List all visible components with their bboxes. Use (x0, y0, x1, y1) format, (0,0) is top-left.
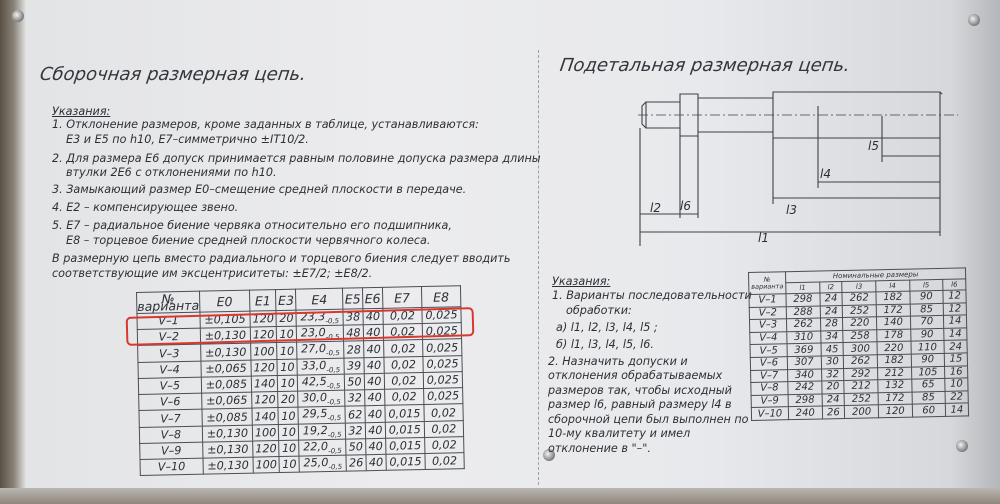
table-cell: 0,025 (423, 388, 462, 405)
table-cell: 0,02 (424, 437, 463, 454)
table-cell: ±0,130 (202, 425, 252, 442)
table-cell: 32 (345, 390, 365, 407)
divider-line (538, 50, 539, 485)
table-cell: 100 (251, 343, 278, 360)
table-cell: $33,0_{-0,5}$ (297, 358, 344, 375)
table-cell: 369 (787, 343, 821, 356)
table-cell: 0,02 (425, 453, 464, 470)
dim-label: l5 (868, 139, 879, 153)
table-cell: ±0,130 (203, 457, 253, 474)
table-cell: 85 (910, 303, 944, 316)
table-cell: 40 (366, 454, 386, 471)
dim-label: l3 (786, 203, 797, 217)
table-cell: 0,025 (423, 355, 462, 372)
tolerance-note: -0,5 (328, 446, 342, 456)
table-cell: ±0,105 (200, 311, 250, 328)
table-cell: 14 (945, 403, 968, 416)
table-cell: 10 (279, 456, 299, 473)
row-label: V–2 (749, 306, 786, 319)
table-cell: 212 (878, 367, 912, 380)
table-cell: 12 (943, 290, 966, 303)
table-cell: 132 (878, 379, 912, 392)
tolerance-note: -0,5 (325, 333, 340, 342)
right-table (748, 267, 969, 420)
table-cell: 300 (843, 342, 877, 355)
table-cell: 0,02 (383, 308, 422, 325)
note-line: размеров так, чтобы исходный (548, 384, 732, 397)
table-cell: 26 (822, 406, 845, 419)
row-label: V–8 (139, 426, 202, 444)
table-cell: 0,015 (385, 437, 424, 454)
column-header: E3 (276, 289, 296, 310)
table-cell: 140 (252, 408, 279, 425)
table-cell: 288 (786, 306, 820, 319)
row-label: V–3 (749, 319, 786, 332)
row-label: V–3 (138, 345, 201, 363)
table-cell: 10 (945, 378, 968, 391)
note-line: сборочной цепи был выполнен по (548, 413, 749, 426)
tolerance-note: -0,5 (326, 365, 341, 374)
table-cell: 0,02 (424, 420, 463, 437)
note-line: 3. Замыкающий размер E0–смещение средней плоскости в передаче. (52, 183, 467, 196)
table-cell: 200 (845, 405, 879, 418)
table-cell: 172 (876, 304, 910, 317)
note-line: 4. E2 – компенсирующее звено. (52, 201, 239, 214)
table-cell: $30,0_{-0,5}$ (298, 390, 345, 407)
tolerance-note: -0,5 (326, 381, 341, 391)
table-cell: 110 (911, 341, 945, 354)
table-cell: 182 (876, 291, 910, 304)
table-cell: 0,025 (422, 339, 461, 356)
table-cell: 30 (821, 355, 844, 368)
table-cell: 10 (278, 375, 298, 392)
table-cell: 65 (911, 379, 945, 392)
table-cell: 24 (944, 340, 967, 353)
table-cell: 310 (787, 331, 821, 344)
table-cell: 0,015 (385, 421, 424, 438)
note-line: 2. Для размера E6 допуск принимается равным половине допуска размера длины (52, 152, 541, 165)
table-cell: 172 (878, 392, 912, 405)
table-cell: 90 (910, 328, 944, 341)
note-line: отклонение в "–". (548, 442, 651, 455)
table-cell: 220 (843, 317, 877, 330)
table-cell: 0,02 (383, 324, 422, 341)
table-cell: 0,015 (386, 454, 425, 471)
column-header: E8 (421, 286, 461, 308)
note-line: размер l6, равный размеру l4 в (548, 398, 732, 411)
table-cell: 14 (944, 315, 967, 328)
row-label: V–4 (750, 331, 787, 344)
column-header: № варианта (137, 291, 200, 314)
tolerance-note: -0,5 (326, 349, 340, 358)
column-header: E4 (296, 288, 343, 310)
table-cell: $19,2_{-0,5}$ (299, 423, 346, 440)
column-header: l5 (909, 279, 943, 291)
left-notes-heading: Указания: (52, 105, 111, 118)
table-cell: 16 (945, 365, 968, 378)
note-line: обработки: (566, 304, 632, 317)
table-cell: 40 (363, 325, 383, 342)
table-cell: 22 (945, 391, 968, 404)
table-cell: 40 (363, 308, 383, 325)
table-cell: 10 (279, 440, 299, 457)
table-cell: 0,025 (422, 307, 461, 324)
table-cell: 262 (844, 355, 878, 368)
table-cell: 340 (788, 369, 822, 382)
table-cell: 140 (251, 375, 278, 392)
table-cell: 262 (842, 292, 876, 305)
table-cell: 45 (821, 343, 844, 356)
column-header: E6 (362, 287, 382, 308)
table-cell: 48 (343, 325, 363, 342)
table-cell: ±0,065 (201, 392, 251, 409)
table-cell: 105 (911, 366, 945, 379)
table-cell: ±0,065 (201, 360, 251, 377)
table-cell: $22,0_{-0,5}$ (299, 439, 346, 456)
table-cell: 90 (909, 290, 943, 303)
dim-label: l6 (680, 199, 691, 213)
table-cell: 0,02 (384, 356, 423, 373)
screw-icon (968, 14, 980, 26)
right-notes-heading: Указания: (552, 275, 611, 288)
table-cell: 0,02 (424, 404, 463, 421)
table-cell: 220 (877, 341, 911, 354)
table-cell: 62 (345, 406, 365, 423)
dim-label: l4 (820, 167, 831, 181)
table-cell: 32 (345, 422, 365, 439)
table-cell: 20 (278, 391, 298, 408)
note-line: E3 и E5 по h10, E7–симметрично ±IT10/2. (66, 133, 309, 146)
row-label: V–1 (749, 294, 786, 307)
table-cell: 28 (820, 318, 843, 331)
table-cell: 40 (364, 341, 384, 358)
note-line: соответствующие им эксцентриситеты: ±E7/2; ±E8/2. (52, 267, 373, 280)
table-cell: 0,015 (385, 405, 424, 422)
column-header: № варианта (749, 272, 786, 295)
row-label: V–5 (138, 377, 201, 395)
table-cell: 0,02 (384, 389, 423, 406)
table-cell: 40 (365, 406, 385, 423)
table-cell: $25,0_{-0,5}$ (299, 455, 346, 472)
table-cell: 178 (877, 329, 911, 342)
table-cell: 262 (786, 318, 820, 331)
table-cell: 10 (278, 408, 298, 425)
table-cell: 307 (787, 356, 821, 369)
table-cell: ±0,085 (201, 376, 251, 393)
note-line: 2. Назначить допуски и (548, 355, 688, 368)
table-cell: 10 (277, 326, 297, 343)
table-cell: 10 (279, 424, 299, 441)
dim-label: l2 (650, 201, 661, 215)
table-cell: 28 (344, 341, 364, 358)
note-line: 5. E7 – радиальное биение червяка относительно его подшипника, (52, 219, 452, 232)
note-line: 1. Варианты последовательности (552, 289, 752, 302)
screw-icon (956, 440, 968, 452)
table-cell: 120 (252, 392, 279, 409)
table-cell: 10 (277, 359, 297, 376)
table-cell: 90 (911, 353, 945, 366)
table-cell: 14 (944, 328, 967, 341)
table-cell: 34 (820, 330, 843, 343)
table-cell: 120 (250, 311, 277, 328)
row-label: V–6 (750, 357, 787, 370)
column-header: l2 (819, 282, 842, 293)
note-line: отклонения обрабатываемых (548, 369, 723, 382)
table-cell: 40 (366, 438, 386, 455)
row-label: V–7 (139, 410, 202, 428)
table-cell: 50 (344, 374, 364, 391)
column-header: E5 (343, 288, 363, 309)
table-cell: 120 (251, 359, 278, 376)
table-cell: 0,025 (423, 372, 462, 389)
table-cell: 40 (365, 422, 385, 439)
note-line: б) l1, l3, l4, l5, l6. (556, 338, 654, 351)
column-header: E7 (382, 287, 421, 309)
table-cell: 120 (878, 404, 912, 417)
note-line: В размерную цепь вместо радиального и торцевого биения следует вводить (52, 252, 511, 265)
note-line: а) l1, l2, l3, l4, l5 ; (556, 321, 658, 334)
table-cell: 298 (786, 293, 820, 306)
table-cell: 12 (943, 303, 966, 316)
tolerance-note: -0,5 (327, 414, 342, 423)
table-cell: 100 (253, 457, 280, 474)
tolerance-note: -0,5 (328, 463, 343, 472)
table-cell: ±0,085 (202, 409, 252, 426)
row-label: V–6 (139, 393, 202, 411)
table-cell: ±0,130 (200, 327, 250, 344)
column-header: E1 (249, 290, 276, 312)
table-cell: 85 (912, 391, 946, 404)
row-label: V–5 (750, 344, 787, 357)
row-label: V–7 (751, 369, 788, 382)
table-cell: 0,025 (422, 323, 461, 340)
right-title: Подетальная размерная цепь. (558, 55, 852, 76)
table-cell: 120 (250, 327, 277, 344)
column-header: l4 (876, 280, 910, 292)
table-cell: 24 (820, 305, 843, 318)
table-cell: 240 (788, 406, 822, 419)
table-cell: 15 (944, 353, 967, 366)
column-header: E0 (199, 290, 250, 312)
table-cell: 0,02 (384, 372, 423, 389)
table-cell: 32 (821, 368, 844, 381)
table-cell: 20 (821, 381, 844, 394)
dim-label: l1 (758, 231, 769, 245)
table-cell: 212 (844, 380, 878, 393)
tolerance-note: -0,5 (327, 398, 341, 407)
note-line: втулки 2E6 с отклонениями по h10. (66, 166, 277, 179)
note-line: 10-му квалитету и имел (548, 427, 691, 440)
table-cell: 24 (822, 393, 845, 406)
column-header: l6 (943, 279, 966, 290)
row-label: V–10 (751, 407, 788, 420)
row-label: V–9 (140, 442, 203, 460)
table-cell: 20 (276, 310, 296, 327)
row-label: V–10 (140, 458, 203, 476)
group-header: Номинальные размеры (786, 268, 966, 283)
table-cell: 40 (364, 357, 384, 374)
tolerance-note: -0,5 (325, 316, 340, 326)
table-cell: 0,02 (383, 340, 422, 357)
table-cell: 39 (344, 357, 364, 374)
table-cell: 292 (844, 367, 878, 380)
table-cell: 40 (365, 389, 385, 406)
table-cell: $23,0_{-0,5}$ (297, 325, 344, 342)
table-cell: 70 (910, 316, 944, 329)
table-cell: 100 (252, 424, 279, 441)
screw-icon (12, 10, 24, 22)
table-cell: 182 (877, 354, 911, 367)
table-cell: 298 (788, 394, 822, 407)
column-header: l1 (786, 282, 820, 294)
table-cell: ±0,130 (203, 441, 253, 458)
row-label: V–9 (751, 394, 788, 407)
table-cell: 258 (843, 330, 877, 343)
table-cell: 252 (843, 304, 877, 317)
table-cell: $29,5_{-0,5}$ (298, 407, 345, 424)
note-line: 1. Отклонение размеров, кроме заданных в таблице, устанавливаются: (52, 118, 479, 131)
table-cell: 24 (819, 293, 842, 306)
panel-frame-edge (0, 488, 1000, 504)
table-cell: 26 (346, 455, 366, 472)
table-cell: $27,0_{-0,5}$ (297, 342, 344, 359)
row-label: V–8 (751, 382, 788, 395)
table-cell: 10 (277, 343, 297, 360)
column-header: l3 (842, 281, 876, 293)
table-cell: 252 (845, 393, 879, 406)
tolerance-note: -0,5 (327, 430, 342, 439)
table-cell: 38 (343, 309, 363, 326)
table-cell: 50 (346, 439, 366, 456)
shaft-drawing (628, 86, 968, 246)
note-line: E8 – торцевое биение средней плоскости червячного колеса. (66, 234, 431, 247)
table-cell: 242 (788, 381, 822, 394)
table-cell: 60 (912, 404, 946, 417)
row-label: V–4 (138, 361, 201, 379)
table-cell: ±0,130 (200, 344, 250, 361)
table-cell: $23,3_{-0,5}$ (296, 309, 343, 326)
table-cell: $42,5_{-0,5}$ (298, 374, 345, 391)
row-label: V–1 (137, 312, 200, 330)
table-cell: 140 (876, 316, 910, 329)
row-label: V–2 (137, 328, 200, 346)
table-cell: 120 (253, 440, 280, 457)
left-title: Сборочная размерная цепь. (38, 64, 308, 85)
table-cell: 40 (364, 373, 384, 390)
